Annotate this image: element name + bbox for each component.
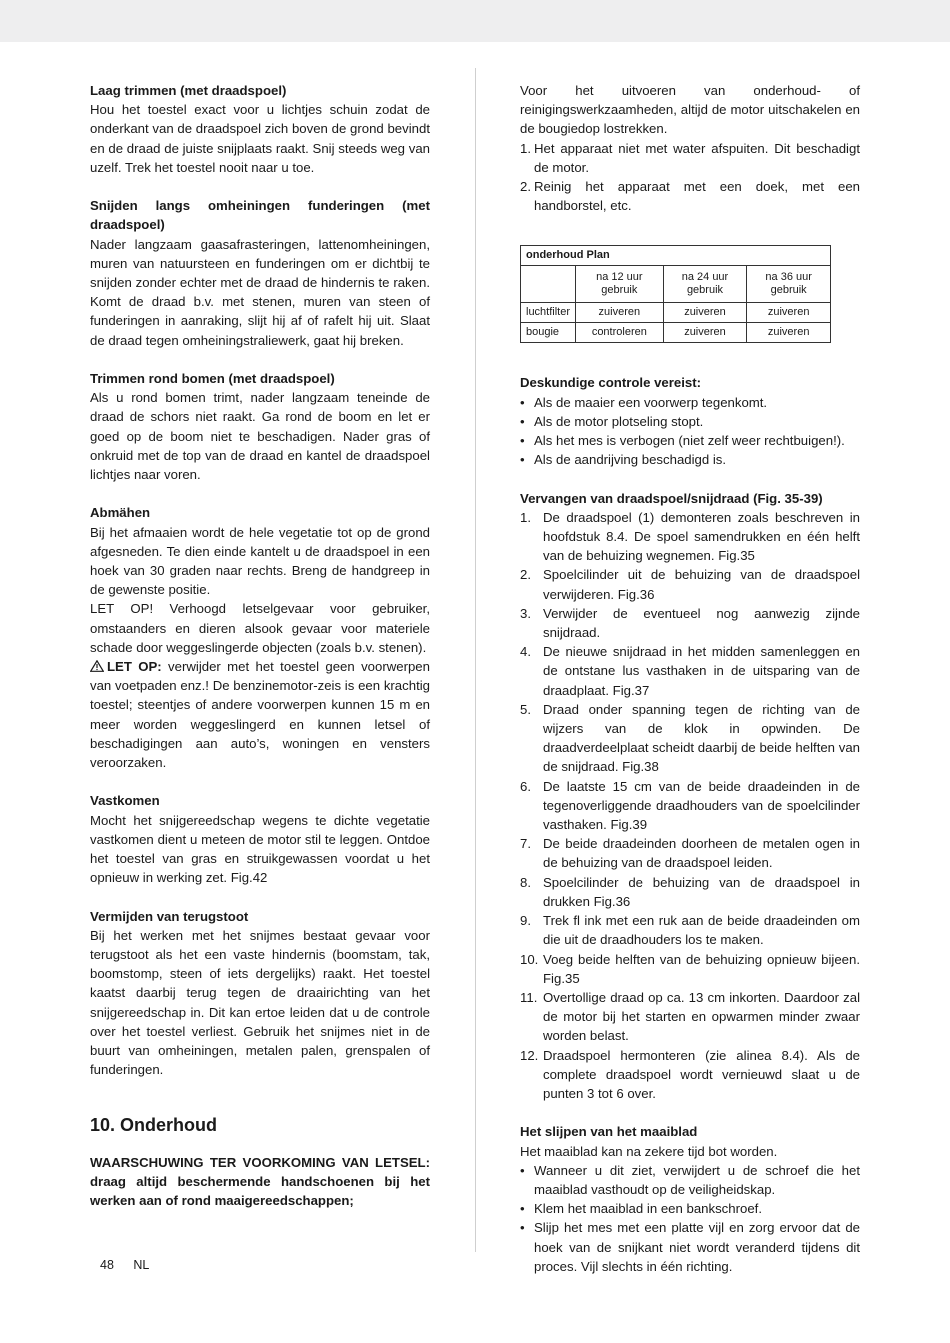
warning-label: LET OP: bbox=[107, 659, 162, 675]
warning-text: verwijder met het toestel geen voorwerpen van voetpaden enz.! De benzinemotor-zeis is een krachtig toestel; steentjes of andere voorwerpen kunnen 15 m en meer worden weggeslingerd en kunnen letsel of beschadigingen aan auto’s, woningen en vensters veroorzaken. bbox=[90, 659, 430, 771]
list-item: 5. Draad onder spanning tegen de richting van de wijzers van de klok in opwinden. De draadverdeelplaat scheidt daarbij de beide helften van de snijdraad. Fig.38 bbox=[520, 701, 860, 775]
table-title-row bbox=[521, 246, 831, 266]
table-header-row bbox=[521, 266, 831, 303]
warning-paragraph bbox=[90, 657, 430, 772]
list-item: 2. Reinig het apparaat met een doek, met een handborstel, etc. bbox=[520, 179, 860, 214]
section-text: Mocht het snijgereedschap wegens te dichte vegetatie vastkomen dient u meteen de motor stil te leggen. Ontdoe het toestel van gras en struikgewassen voordat u het opnieuw in werking zet. Fig.42 bbox=[90, 812, 430, 886]
section-text: Het maaiblad kan na zekere tijd bot worden. bbox=[520, 1143, 778, 1159]
section-heading: Deskundige controle vereist: bbox=[520, 375, 702, 391]
column-header: na 12 uur gebruik bbox=[576, 266, 664, 303]
sharpen-list bbox=[520, 1161, 860, 1276]
right-column bbox=[520, 81, 860, 1276]
top-bar bbox=[0, 0, 950, 42]
list-item: 2. Spoelcilinder uit de behuizing van de draadspoel verwijderen. Fig.36 bbox=[520, 567, 860, 602]
warning-statement: WAARSCHUWING TER VOORKOMING VAN LETSEL: draag altijd beschermende handschoenen bij het werken aan of rond maaigereedschappen; bbox=[90, 1154, 430, 1209]
left-column bbox=[90, 81, 430, 1210]
warning-icon bbox=[90, 660, 104, 672]
section-text: Bij het werken met het snijmes bestaat gevaar voor terugstoot als het een vaste hindernis (boomstam, tak, boomstomp, steen of iets dergelijks) raakt. Het toestel kaatst daarbij terug tegen de draairichting van het snijgereedschap in. Dit kan ertoe leiden dat u de controle over het toestel verliest. Gebruik het snijmes niet in de buurt van omheiningen, metalen palen, grenspalen of funderingen. bbox=[90, 927, 430, 1078]
table-row: bougie controleren zuiveren zuiveren bbox=[521, 323, 831, 343]
control-list bbox=[520, 393, 860, 470]
section-heading: Het slijpen van het maaiblad bbox=[520, 1124, 698, 1140]
list-item: 7. De beide draadeinden doorheen de metalen ogen in de behuizing van de draadspoel leiden. bbox=[520, 836, 860, 871]
list-item: 11. Overtollige draad op ca. 13 cm inkorten. Daardoor zal de motor bij het starten en opwarmen minder zwaar worden belast. bbox=[520, 989, 860, 1044]
table-title: onderhoud Plan bbox=[521, 246, 831, 266]
page-footer bbox=[100, 1258, 165, 1272]
list-item: 12. Draadspoel hermonteren (zie alinea 8.4). Als de complete draadspoel wordt vernieuwd slaat u de punten 3 tot 6 over. bbox=[520, 1047, 860, 1101]
list-item: • Slijp het mes met een platte vijl en zorg ervoor dat de hoek van de snijkant niet wordt veranderd tijdens dit proces. Vijl slechts in één richting. bbox=[520, 1220, 860, 1274]
list-item: • Als de maaier een voorwerp tegenkomt. bbox=[520, 394, 768, 410]
list-item: • Klem het maaiblad in een bankschroef. bbox=[520, 1201, 762, 1217]
chapter-title: 10. Onderhoud bbox=[90, 1114, 218, 1135]
list-item: 4. De nieuwe snijdraad in het midden samenleggen en de ontstane lus vasthaken in de uitsparing van de draadplaat. Fig.37 bbox=[520, 644, 860, 698]
table-row: luchtfilter zuiveren zuiveren zuiveren bbox=[521, 303, 831, 323]
column-divider bbox=[475, 68, 476, 1252]
section-heading: Snijden langs omheiningen funderingen (met draadspoel) bbox=[90, 198, 430, 233]
section-heading: Vastkomen bbox=[90, 793, 160, 809]
list-item: 1. Het apparaat niet met water afspuiten. Dit beschadigt de motor. bbox=[520, 140, 860, 175]
replace-list bbox=[520, 508, 860, 1103]
section-text: Hou het toestel exact voor u lichtjes schuin zodat de onderkant van de draadspoel zich boven de grond bevindt en de draad de juiste snijplaats raakt. Snij steeds weg van uzelf. Trek het toestel nooit naar u toe. bbox=[90, 102, 430, 175]
section-text: Bij het afmaaien wordt de hele vegetatie tot op de grond afgesneden. Te dien einde kantelt u de draadspoel in een hoek van 30 graden naar rechts. Breng de handgreep in de gewenste positie. bbox=[90, 524, 430, 598]
list-item: • Als de motor plotseling stopt. bbox=[520, 413, 704, 429]
list-item: 10. Voeg beide helften van de behuizing opnieuw bijeen. Fig.35 bbox=[520, 951, 860, 986]
section-text: Als u rond bomen trimt, nader langzaam teneinde de draad de schors niet raakt. Ga rond de boom en let er goed op de boom niet te beschadigen. Nader gras of onkruid met de top van de draad en kantel de draadspoel lichtjes naar voren. bbox=[90, 390, 430, 483]
list-item: • Als het mes is verbogen (niet zelf weer rechtbuigen!). bbox=[520, 433, 845, 449]
section-heading: Vervangen van draadspoel/snijdraad (Fig. 35-39) bbox=[520, 490, 823, 506]
section-heading: Laag trimmen (met draadspoel) bbox=[90, 83, 287, 98]
section-heading: Abmähen bbox=[90, 505, 151, 521]
section-text: Nader langzaam gaasafrasteringen, lattenomheiningen, muren van natuursteen en funderingen om er dichtbij te snijden zonder echter met de draad de hindernis te raken. Komt de draad b.v. met stenen, muren van steen of funderingen in aanraking, slijt hij af of rafelt hij uit. Slaat de draad tegen omheiningstraliewerk, gaat hij breken. bbox=[90, 236, 430, 348]
language-code: NL bbox=[133, 1258, 150, 1272]
list-item: 3. Verwijder de eventueel nog aanwezig zijnde snijdraad. bbox=[520, 605, 860, 641]
list-item: 1. De draadspoel (1) demonteren zoals beschreven in hoofdstuk 8.4. De spoel samendrukken en één helft van de behuizing wegnemen. Fig.35 bbox=[520, 509, 860, 564]
intro-list bbox=[520, 139, 860, 216]
list-item: 9. Trek fl ink met een ruk aan de beide draadeinden om die uit de draadhouders los te maken. bbox=[520, 913, 860, 948]
page-number: 48 bbox=[100, 1258, 114, 1272]
column-header: na 36 uur gebruik bbox=[747, 266, 831, 303]
list-item: • Als de aandrijving beschadigd is. bbox=[520, 452, 727, 468]
list-item: 8. Spoelcilinder de behuizing van de draadspoel in drukken Fig.36 bbox=[520, 874, 860, 909]
section-heading: Vermijden van terugstoot bbox=[90, 908, 249, 924]
maintenance-table bbox=[520, 245, 831, 343]
section-heading: Trimmen rond bomen (met draadspoel) bbox=[90, 371, 335, 387]
intro-text: Voor het uitvoeren van onderhoud- of reinigingswerkzaamheden, altijd de motor uitschakelen en de bougiedop lostrekken. bbox=[520, 83, 860, 137]
section-text: LET OP! Verhoogd letselgevaar voor gebruiker, omstaanders en dieren alsook gevaar voor materiele schade door weggeslingerde objecten (zoals b.v. stenen). bbox=[90, 601, 430, 655]
column-header: na 24 uur gebruik bbox=[663, 266, 747, 303]
list-item: 6. De laatste 15 cm van de beide draadeinden in de tegenoverliggende draadhouders van de spoelcilinder vasthaken. Fig.39 bbox=[520, 778, 860, 833]
list-item: • Wanneer u dit ziet, verwijdert u de schroef die het maaiblad vasthoudt op de veiligheidskap. bbox=[520, 1162, 860, 1197]
